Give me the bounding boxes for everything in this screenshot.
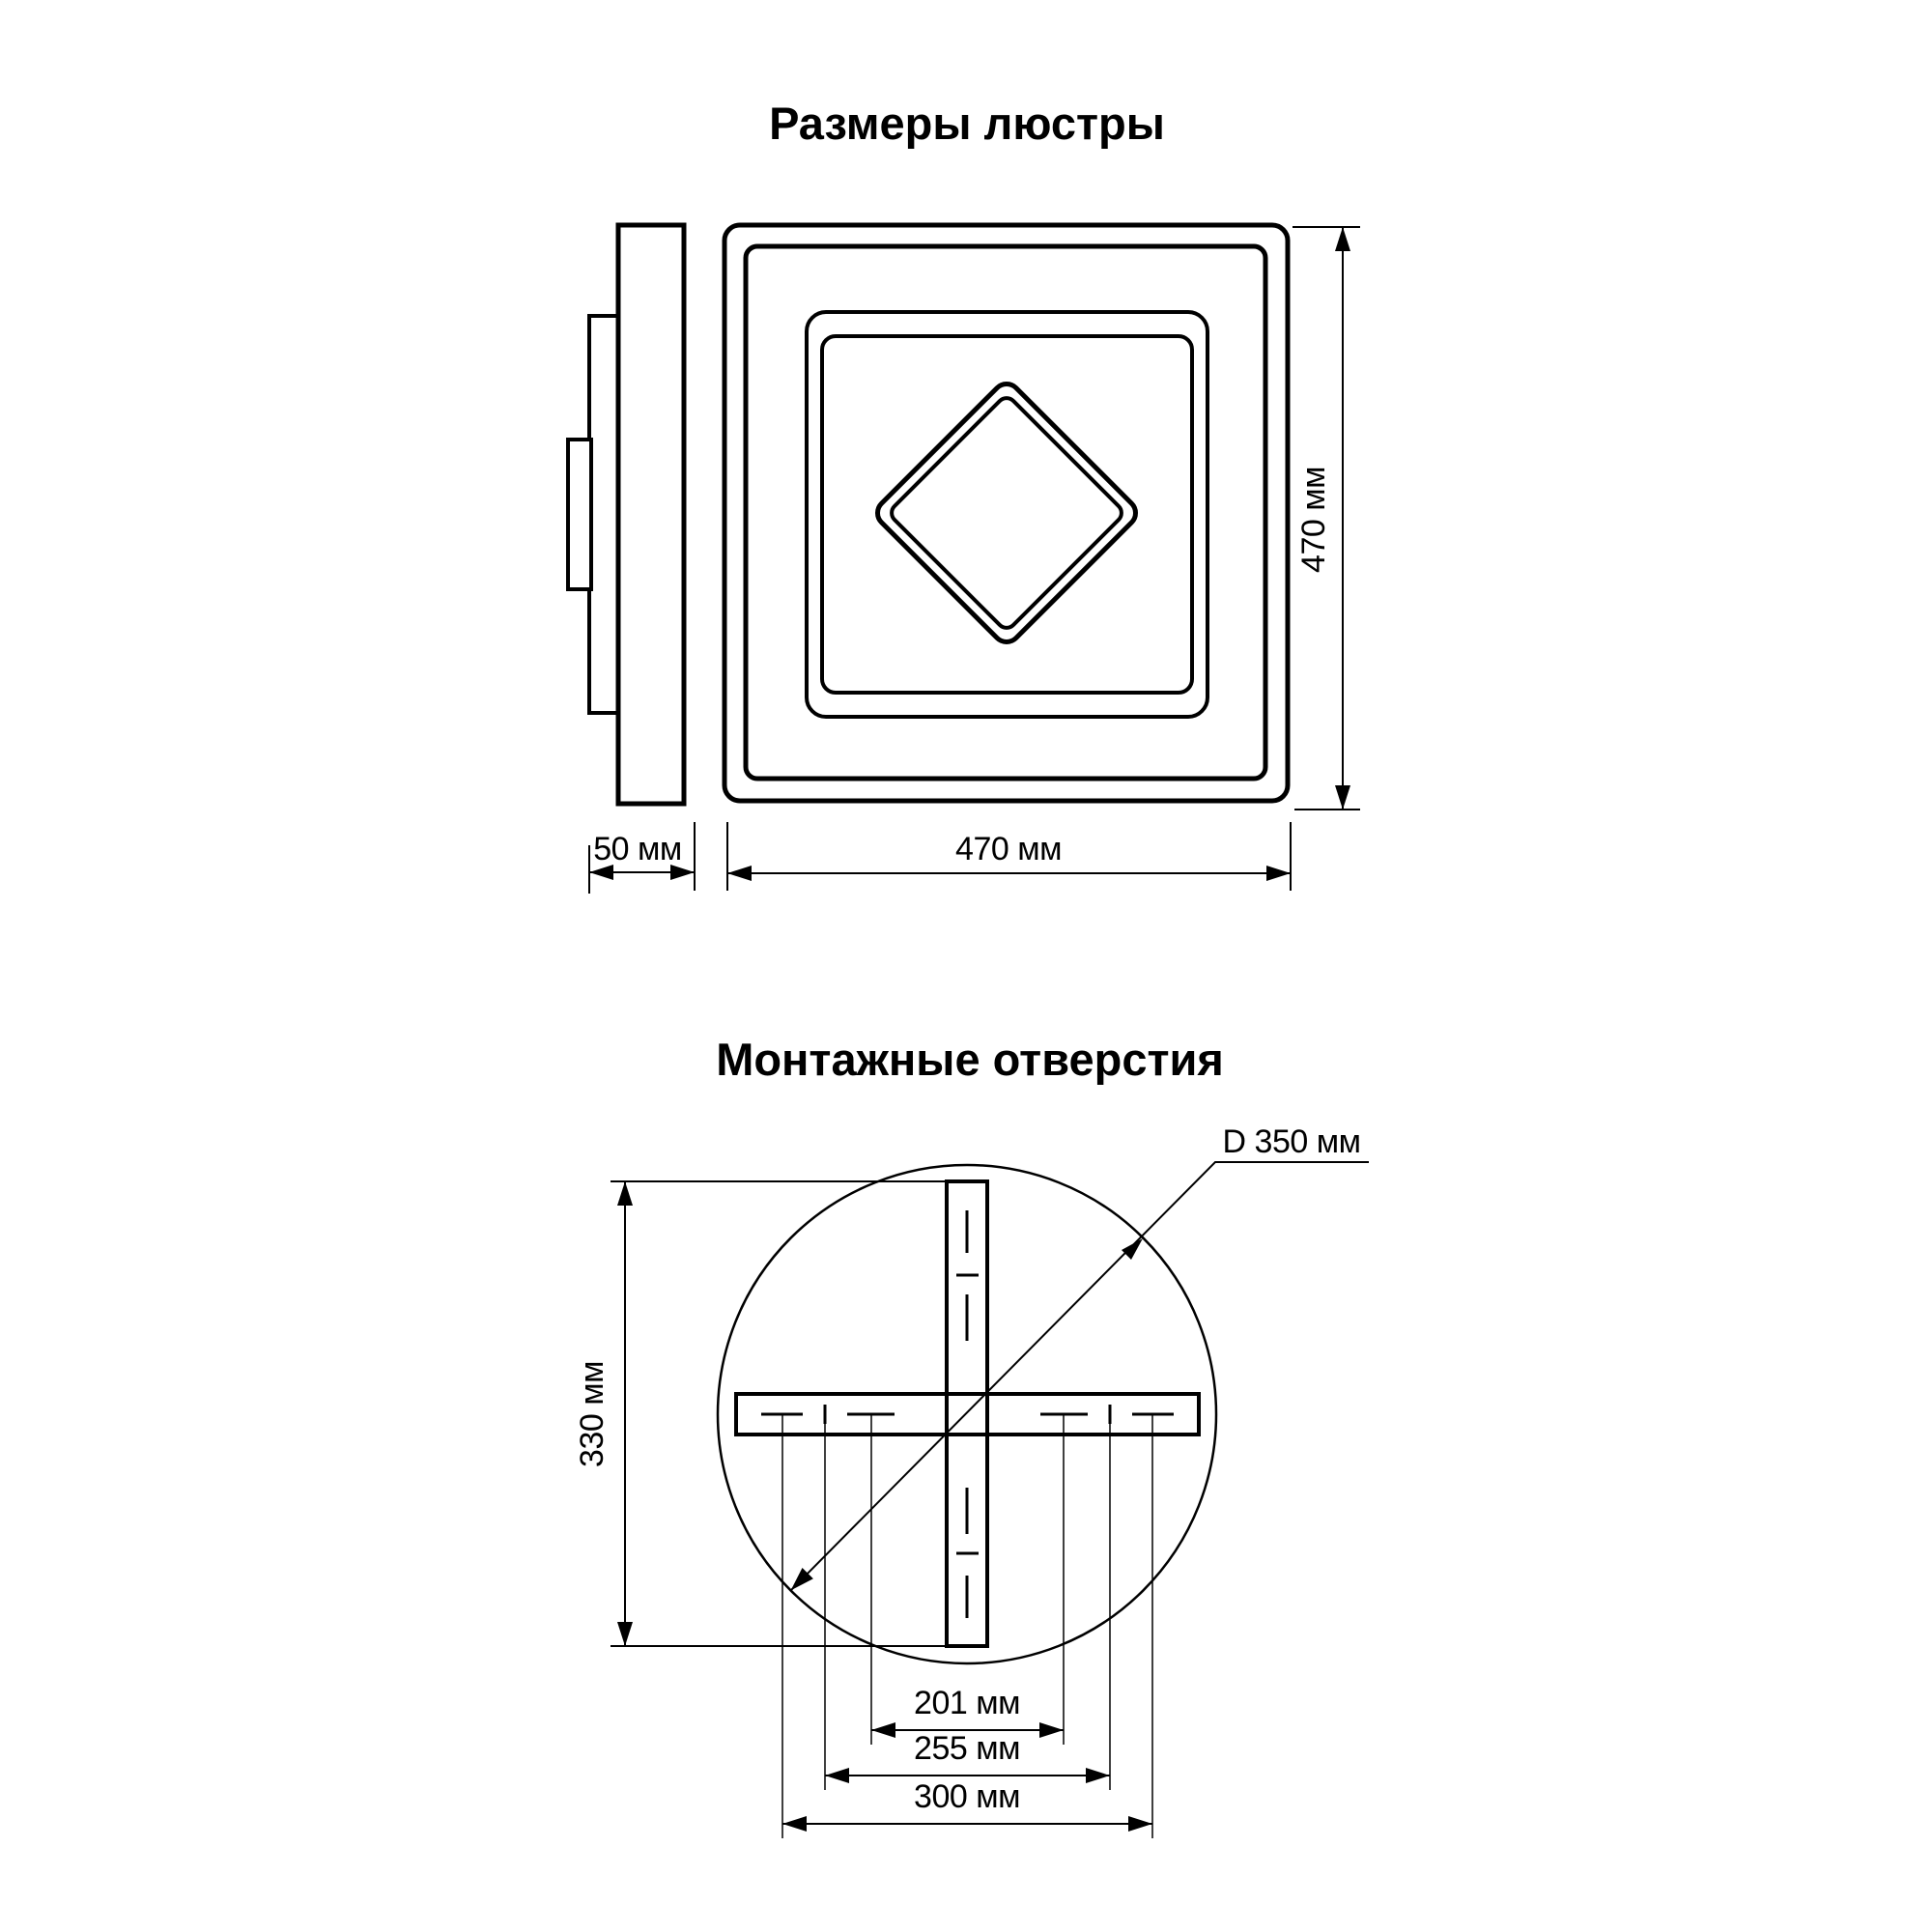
section-mounting	[574, 1034, 1369, 1838]
dimension-height	[1293, 227, 1360, 810]
dimension-diameter	[791, 1123, 1369, 1590]
dimension-width-label: 470 мм	[955, 831, 1062, 867]
front-view	[724, 225, 1288, 801]
dimension-span-outer-label: 300 мм	[914, 1778, 1020, 1815]
section-dimensions-title: Размеры люстры	[769, 98, 1165, 149]
dimension-diameter-leader	[791, 1162, 1369, 1590]
side-view-back-plate	[589, 316, 618, 713]
dimension-span-inner-label: 201 мм	[914, 1685, 1020, 1721]
dimension-span-outer	[782, 1778, 1152, 1824]
dimension-width	[727, 822, 1291, 891]
front-view-diamond-inner	[888, 394, 1125, 632]
dimension-span-inner	[871, 1685, 1064, 1730]
dimension-diameter-label: D 350 мм	[1222, 1123, 1361, 1160]
section-mounting-title: Монтажные отверстия	[716, 1034, 1224, 1085]
dimension-span-middle	[825, 1730, 1110, 1776]
side-view-body	[618, 225, 684, 804]
dimension-span-middle-label: 255 мм	[914, 1730, 1020, 1767]
dimension-vertical-label: 330 мм	[574, 1361, 611, 1467]
dimension-depth-label: 50 мм	[593, 831, 682, 867]
dimension-depth	[589, 822, 695, 894]
dimension-diameter-arrow	[1122, 1238, 1143, 1260]
dimension-height-label: 470 мм	[1295, 467, 1332, 573]
front-view-inner-frame-outer-line	[807, 312, 1208, 717]
side-view	[568, 225, 684, 804]
section-dimensions	[568, 98, 1360, 894]
side-view-mount-box	[568, 440, 591, 589]
front-view-diamond-outer	[872, 379, 1142, 648]
bracket-horizontal-bar	[736, 1394, 1199, 1435]
